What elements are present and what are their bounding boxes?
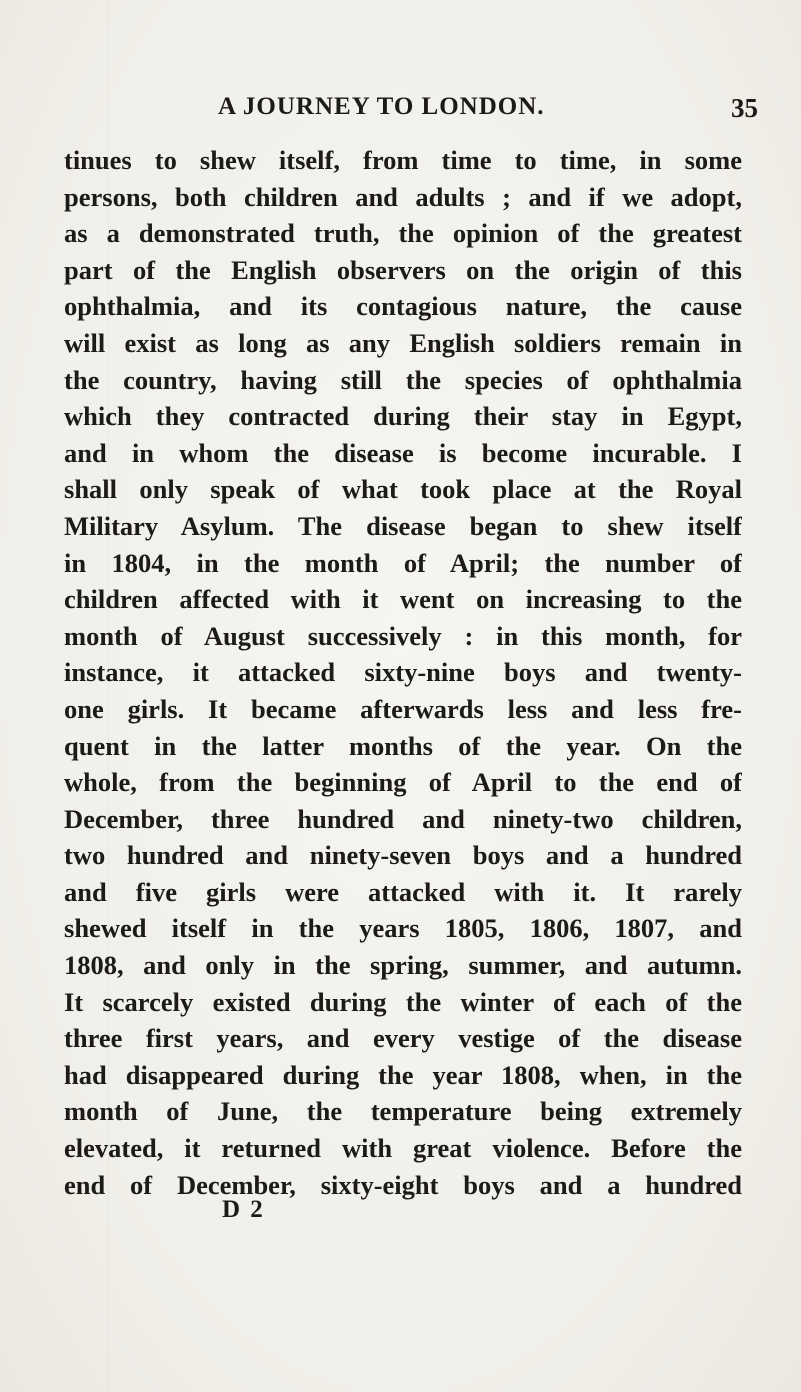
text-line: It scarcely existed during the winter of each of the (64, 986, 742, 1017)
text-line: ophthalmia, and its contagious nature, the cause (64, 291, 742, 322)
text-line: tinues to shew itself, from time to time, in some (64, 145, 742, 175)
text-line: two hundred and ninety-seven boys and a hundred (64, 840, 742, 871)
text-line: instance, it attacked sixty-nine boys and twenty- (64, 657, 742, 688)
text-line: and in whom the disease is become incurable. I (64, 437, 742, 468)
body-text (64, 142, 742, 1203)
text-line: elevated, it returned with great violence. Before the (64, 1133, 742, 1164)
text-line: quent in the latter months of the year. On the (64, 730, 742, 761)
text-line: persons, both children and adults ; and if we adopt, (64, 181, 742, 212)
text-line: Military Asylum. The disease began to shew itself (64, 510, 742, 541)
text-line: shewed itself in the years 1805, 1806, 1807, and (64, 913, 742, 944)
text-line: month of August successively : in this month, for (64, 620, 742, 651)
text-line: December, three hundred and ninety-two children, (64, 803, 742, 834)
text-line: the country, having still the species of ophthalmia (64, 364, 742, 395)
running-title: A JOURNEY TO LONDON. (218, 93, 545, 120)
text-line: month of June, the temperature being extremely (64, 1096, 742, 1127)
text-line: shall only speak of what took place at the Royal (64, 474, 742, 505)
page-number: 35 (731, 93, 758, 123)
text-line: end of December, sixty-eight boys and a hundred (64, 1169, 742, 1200)
text-line: will exist as long as any English soldiers remain in (64, 327, 742, 358)
text-line: 1808, and only in the spring, summer, and autumn. (64, 950, 742, 981)
signature-mark: D 2 (222, 1196, 265, 1223)
text-line: in 1804, in the month of April; the number of (64, 547, 742, 578)
running-header (218, 93, 758, 133)
text-line: children affected with it went on increasing to the (64, 584, 742, 615)
text-line: which they contracted during their stay in Egypt, (64, 401, 742, 432)
text-line: whole, from the beginning of April to the end of (64, 767, 742, 798)
text-line: and five girls were attacked with it. It rarely (64, 876, 742, 907)
text-line: as a demonstrated truth, the opinion of the greatest (64, 218, 742, 249)
text-line: part of the English observers on the origin of this (64, 254, 742, 285)
text-line: three first years, and every vestige of the disease (64, 1023, 742, 1054)
text-line: one girls. It became afterwards less and less fre- (64, 693, 742, 724)
text-line: had disappeared during the year 1808, when, in the (64, 1059, 742, 1090)
